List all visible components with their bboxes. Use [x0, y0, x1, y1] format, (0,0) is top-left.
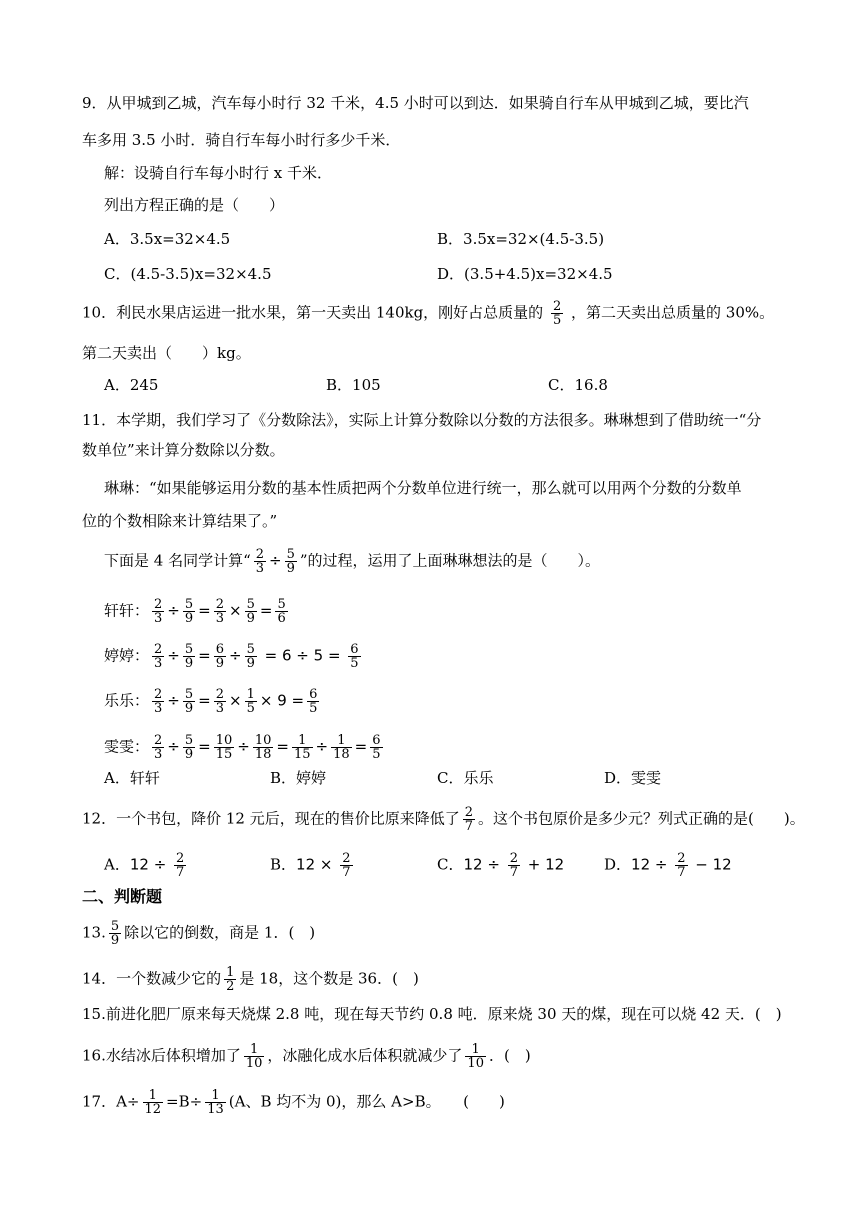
q11-line5: 下面是 4 名同学计算“ $\frac{2}{3}$ ÷ $\frac{5}{9}$ ”的过程，运用了上面琳琳想法的是（ ）。	[104, 547, 601, 576]
q11-line3: 琳琳：“如果能够运用分数的基本性质把两个分数单位进行统一，那么就可以用两个分数的分数单	[104, 479, 742, 497]
q9-option-c[interactable]: C．(4.5-3.5)x=32×4.5	[104, 265, 272, 283]
section-title-judgement: 二、判断题	[82, 887, 163, 906]
q12-line1: 12．一个书包，降价 12 元后，现在的售价比原来降低了 $\frac{2}{7}$ 。这个书包原价是多少元？列式正确的是( )。	[82, 805, 805, 834]
q12-option-a[interactable]: A．12 ÷ $\frac{2}{7}$	[104, 851, 185, 880]
q11-option-d[interactable]: D．雯雯	[604, 769, 662, 787]
q11-method-wenwen: 雯雯： $\frac{2}{3}$ ÷ $\frac{5}{9}$ = $\frac{10}{15}$ ÷ $\frac{10}{18}$ = $\frac{1}{15}$ ÷ $\frac{1}{18}$ = $\frac{6}{5}$	[104, 733, 381, 762]
q12-option-b[interactable]: B．12 × $\frac{2}{7}$	[270, 851, 351, 880]
q15-line: 15.前进化肥厂原来每天烧煤 2.8 吨，现在每天节约 0.8 吨．原来烧 30 天的煤，现在可以烧 42 天．( )	[82, 1005, 782, 1023]
q13-line: 13. $\frac{5}{9}$ 除以它的倒数，商是 1．( )	[82, 919, 316, 948]
q10-option-b[interactable]: B．105	[326, 376, 381, 394]
q9-line4: 列出方程正确的是（ ）	[104, 196, 285, 214]
q12-option-c[interactable]: C．12 ÷ $\frac{2}{7}$ + 12	[437, 851, 565, 880]
q11-option-a[interactable]: A．轩轩	[104, 769, 160, 787]
q11-line1: 11．本学期，我们学习了《分数除法》，实际上计算分数除以分数的方法很多。琳琳想到了借助统一“分	[82, 411, 762, 429]
q10-line2: 第二天卖出（ ）kg。	[82, 344, 251, 362]
q9-option-b[interactable]: B．3.5x=32×(4.5-3.5)	[437, 230, 605, 248]
q10-option-a[interactable]: A．245	[104, 376, 159, 394]
q11-method-lele: 乐乐： $\frac{2}{3}$ ÷ $\frac{5}{9}$ = $\frac{2}{3}$ × $\frac{1}{5}$ × 9 = $\frac{6}{5}$	[104, 687, 318, 716]
q10-text-post: ，第二天卖出总质量的 30%。	[571, 303, 775, 322]
q9-line1: 9．从甲城到乙城，汽车每小时行 32 千米，4.5 小时可以到达．如果骑自行车从甲城到乙城，要比汽	[82, 94, 749, 112]
q9-line3: 解：设骑自行车每小时行 x 千米．	[104, 164, 332, 182]
q11-line2: 数单位”来计算分数除以分数。	[82, 441, 285, 459]
q14-line: 14．一个数减少它的 $\frac{1}{2}$ 是 18，这个数是 36．( )	[82, 965, 419, 994]
q9-option-d[interactable]: D．(3.5+4.5)x=32×4.5	[437, 265, 613, 283]
q10-line1	[82, 300, 774, 327]
q9-line2: 车多用 3.5 小时．骑自行车每小时行多少千米．	[82, 131, 401, 149]
q11-line4: 位的个数相除来计算结果了。”	[82, 512, 278, 530]
q10-fraction: $\frac{2}{5}$	[552, 299, 562, 328]
q11-option-b[interactable]: B．婷婷	[270, 769, 327, 787]
q11-option-c[interactable]: C．乐乐	[437, 769, 494, 787]
q16-line: 16.水结冰后体积增加了 $\frac{1}{10}$ ，冰融化成水后体积就减少了 $\frac{1}{10}$ ．( )	[82, 1042, 531, 1071]
q11-method-xuanxuan: 轩轩： $\frac{2}{3}$ ÷ $\frac{5}{9}$ = $\frac{2}{3}$ × $\frac{5}{9}$ = $\frac{5}{6}$	[104, 597, 286, 626]
q11-method-tingting: 婷婷： $\frac{2}{3}$ ÷ $\frac{5}{9}$ = $\frac{6}{9}$ ÷ $\frac{5}{9}$ = 6 ÷ 5 = $\frac{6}{5}$	[104, 642, 359, 671]
q10-text-pre: 10．利民水果店运进一批水果，第一天卖出 140kg，刚好占总质量的	[82, 303, 544, 322]
q17-line: 17．A÷ $\frac{1}{12}$ =B÷ $\frac{1}{13}$ (A、B 均不为 0)，那么 A>B。 ( )	[82, 1088, 505, 1117]
q10-option-c[interactable]: C．16.8	[548, 376, 608, 394]
q12-option-d[interactable]: D．12 ÷ $\frac{2}{7}$ − 12	[604, 851, 732, 880]
q9-option-a[interactable]: A．3.5x=32×4.5	[104, 230, 231, 248]
